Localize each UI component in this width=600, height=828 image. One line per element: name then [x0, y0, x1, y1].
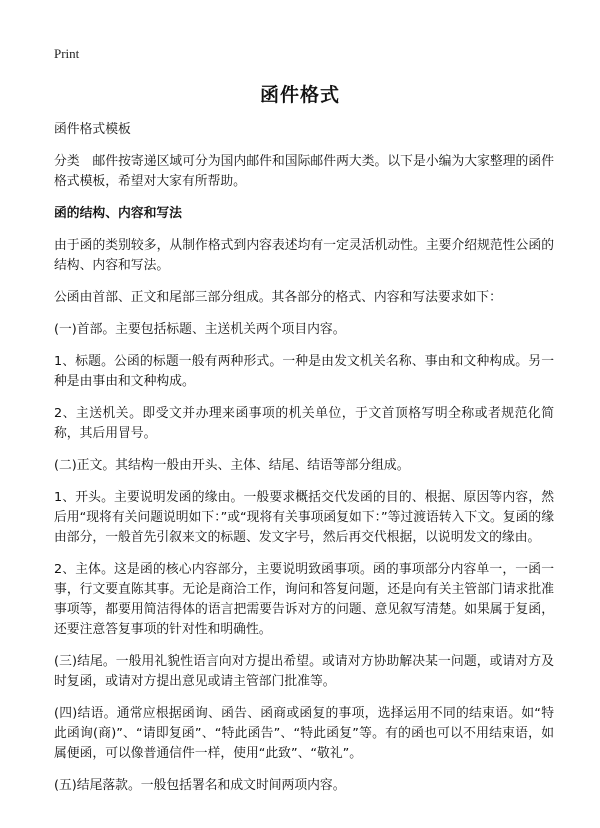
paragraph: (五)结尾落款。一般包括署名和成文时间两项内容。 — [54, 778, 346, 793]
paragraph: 由于函的类别较多，从制作格式到内容表述均有一定灵活机动性。主要介绍规范性公函的结构、内容和写法。 — [54, 238, 554, 273]
print-label: Print — [54, 46, 80, 61]
page-title: 函件格式 — [259, 84, 340, 106]
paragraph: (三)结尾。一般用礼貌性语言向对方提出希望。或请对方协助解决某一问题，或请对方及时复函，或请对方提出意见或请主管部门批准等。 — [54, 654, 554, 689]
paragraph: 2、主送机关。即受文并办理来函事项的机关单位，于文首顶格写明全称或者规范化简称，其后用冒号。 — [54, 406, 554, 441]
paragraph: (四)结语。通常应根据函询、函告、函商或函复的事项，选择运用不同的结束语。如“特此函询(商)”、“请即复函”、“特此函告”、“特此函复”等。有的函也可以不用结束语，如属便函，可以像普通信件一样，使用“此致”、“敬礼”。 — [54, 706, 554, 761]
intro-paragraph: 分类 邮件按寄递区域可分为国内邮件和国际邮件两大类。以下是小编为大家整理的函件格式模板，希望对大家有所帮助。 — [54, 154, 554, 189]
subtitle: 函件格式模板 — [54, 122, 131, 137]
paragraph: (一)首部。主要包括标题、主送机关两个项目内容。 — [54, 322, 346, 337]
paragraph: 1、标题。公函的标题一般有两种形式。一种是由发文机关名称、事由和文种构成。另一种是由事由和文种构成。 — [54, 354, 554, 389]
paragraph: 2、主体。这是函的核心内容部分，主要说明致函事项。函的事项部分内容单一，一函一事，行文要直陈其事。无论是商洽工作，询问和答复问题，还是向有关主管部门请求批准事项等，都要用简洁得体的语言把需要告诉对方的问题、意见叙写清楚。如果属于复函，还要注意答复事项的针对性和明确性。 — [54, 562, 554, 637]
paragraph: 1、开头。主要说明发函的缘由。一般要求概括交代发函的目的、根据、原因等内容，然后用“现将有关问题说明如下：”或“现将有关事项函复如下：”等过渡语转入下文。复函的缘由部分，一般首先引叙来文的标题、发文字号，然后再交代根据，以说明发文的缘由。 — [54, 490, 554, 545]
document-body — [54, 120, 554, 808]
paragraph: (二)正文。其结构一般由开头、主体、结尾、结语等部分组成。 — [54, 458, 410, 473]
paragraph: 公函由首部、正文和尾部三部分组成。其各部分的格式、内容和写法要求如下： — [54, 290, 502, 305]
section-heading: 函的结构、内容和写法 — [54, 206, 182, 221]
